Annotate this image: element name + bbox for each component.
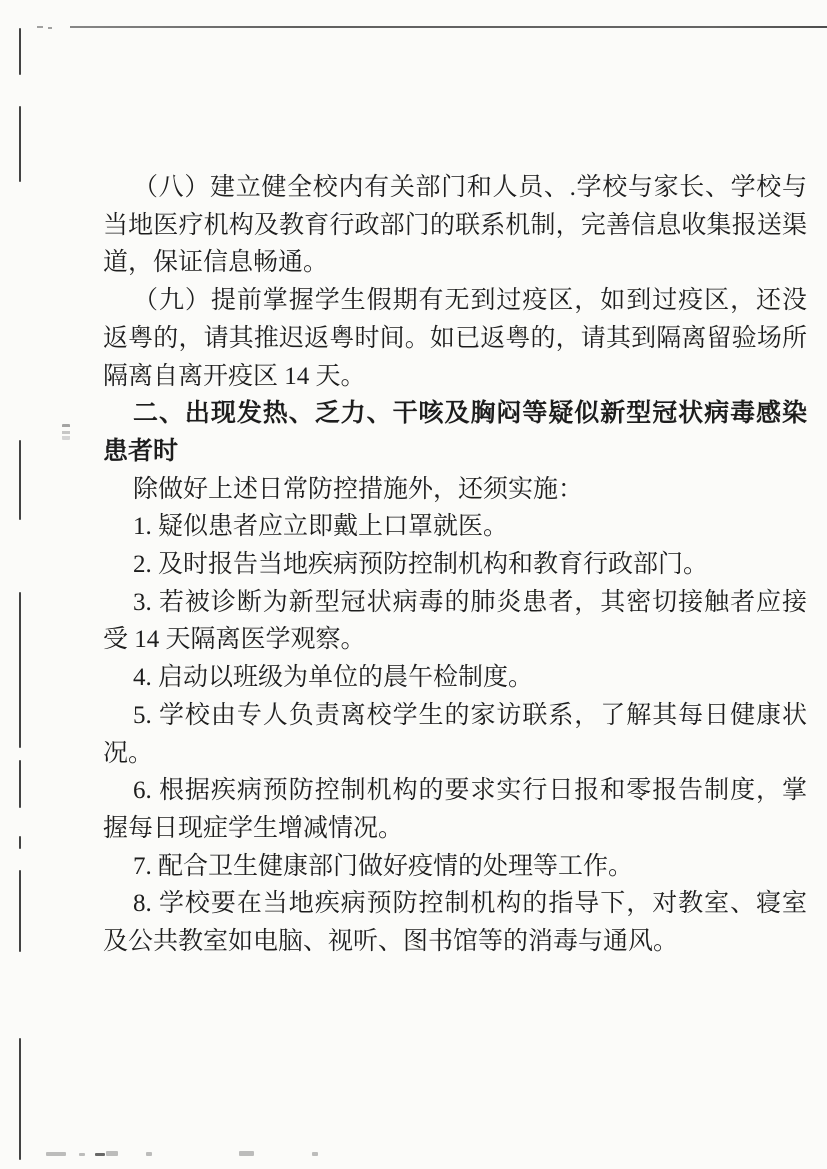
- scan-edge-line-segment: [19, 592, 21, 748]
- list-item-7: 7. 配合卫生健康部门做好疫情的处理等工作。: [133, 852, 634, 880]
- document-text-block: [103, 169, 807, 961]
- list-item-3: 3. 若被诊断为新型冠状病毒的肺炎患者，其密切接触者应接受 14 天隔离医学观察。: [103, 588, 807, 654]
- scan-bottom-mark: [95, 1153, 105, 1156]
- section-2-heading: 二、出现发热、乏力、干咳及胸闷等疑似新型冠状病毒感染患者时: [103, 400, 807, 465]
- list-item-5: 5. 学校由专人负责离校学生的家访联系，了解其每日健康状况。: [103, 701, 807, 767]
- scan-bottom-mark: [106, 1151, 118, 1156]
- scan-edge-line-segment: [19, 1038, 21, 1160]
- scan-edge-line-segment: [19, 836, 21, 849]
- scan-edge-line-segment: [19, 870, 21, 952]
- list-item-2: 2. 及时报告当地疾病预防控制机构和教育行政部门。: [133, 551, 709, 579]
- scan-edge-line-segment: [19, 440, 21, 520]
- scan-bottom-mark: [46, 1152, 66, 1156]
- scan-edge-line-segment: [19, 106, 21, 182]
- scan-top-rule-line: [70, 26, 827, 28]
- scan-edge-line-segment: [19, 760, 21, 808]
- scan-bottom-mark: [312, 1152, 318, 1156]
- list-item-4: 4. 启动以班级为单位的晨午检制度。: [133, 664, 534, 692]
- list-item-1: 1. 疑似患者应立即戴上口罩就医。: [133, 513, 509, 541]
- scan-bottom-mark: [146, 1152, 152, 1156]
- scan-bottom-mark: [239, 1151, 254, 1156]
- scan-top-dot: [48, 27, 52, 29]
- scan-top-dot: [37, 26, 43, 28]
- paragraph-point-9: （九）提前掌握学生假期有无到过疫区，如到过疫区，还没返粤的，请其推迟返粤时间。如已返粤的，请其到隔离留验场所隔离自离开疫区 14 天。: [103, 287, 807, 390]
- section-2-intro: 除做好上述日常防控措施外，还须实施：: [133, 475, 584, 503]
- paragraph-point-8: （八）建立健全校内有关部门和人员、.学校与家长、学校与当地医疗机构及教育行政部门的联系机制，完善信息收集报送渠道，保证信息畅通。: [103, 174, 807, 277]
- list-item-6: 6. 根据疾病预防控制机构的要求实行日报和零报告制度，掌握每日现症学生增减情况。: [103, 777, 807, 842]
- scan-edge-line-segment: [19, 28, 21, 75]
- list-item-8: 8. 学校要在当地疾病预防控制机构的指导下，对教室、寝室及公共教室如电脑、视听、图书馆等的消毒与通风。: [103, 890, 807, 956]
- scan-bottom-mark: [79, 1153, 85, 1156]
- scan-ink-smudge: [62, 424, 70, 440]
